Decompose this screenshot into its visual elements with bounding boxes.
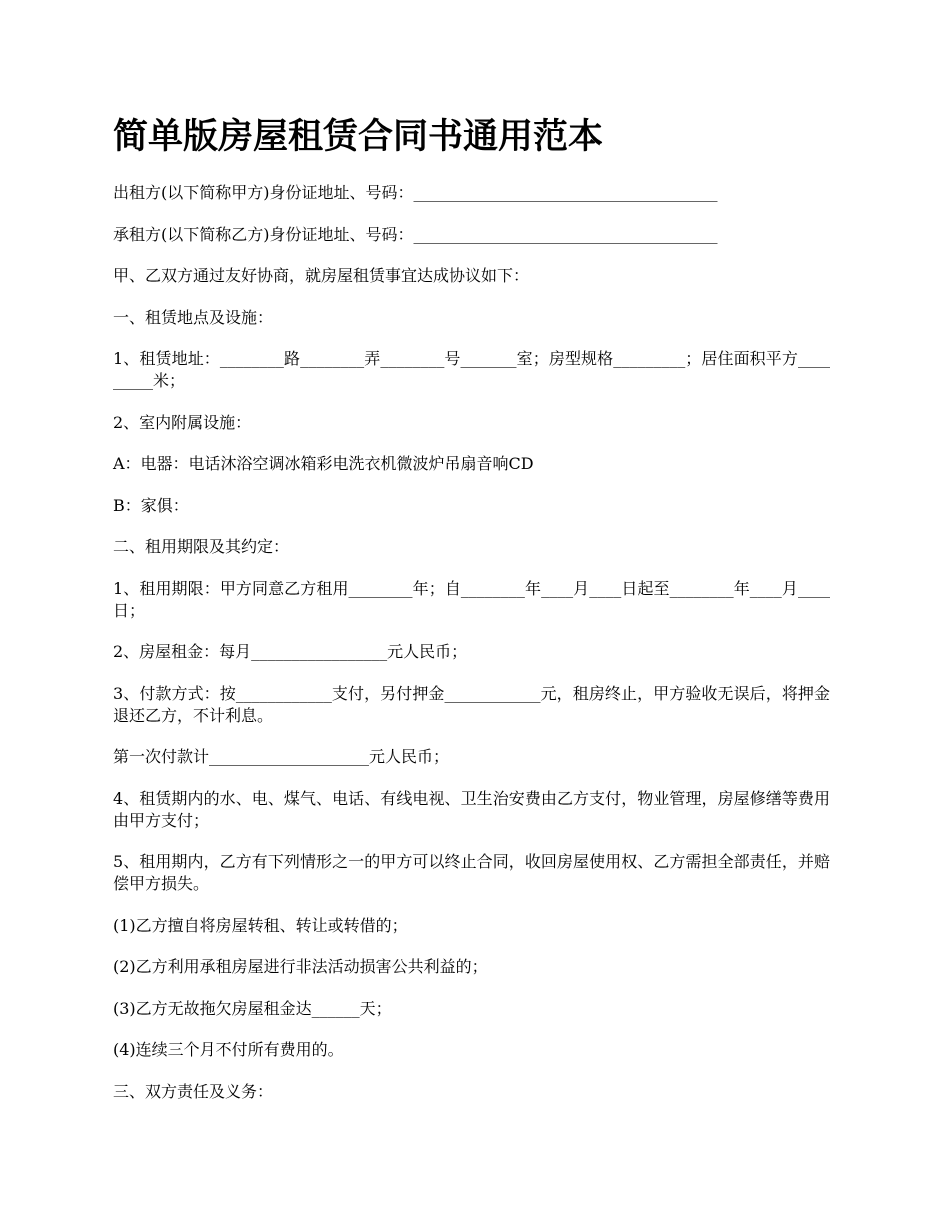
clause-rent: 2、房屋租金：每月_________________元人民币； (113, 642, 468, 661)
document-page (113, 112, 830, 1122)
termination-item-4: (4)连续三个月不付所有费用的。 (113, 1040, 344, 1059)
document-title: 简单版房屋租赁合同书通用范本 (113, 116, 604, 157)
lessee-id-line: 承租方(以下简称乙方)身份证地址、号码：______________________________________ (113, 224, 718, 244)
clause-termination: 5、租用期内，乙方有下列情形之一的甲方可以终止合同，收回房屋使用权、乙方需担全部责任，并赔偿甲方损失。 (113, 852, 830, 893)
clause-payment-method: 3、付款方式：按____________支付，另付押金____________元，租房终止，甲方验收无误后，将押金退还乙方，不计利息。 (113, 683, 830, 725)
clause-utilities: 4、租赁期内的水、电、煤气、电话、有线电视、卫生治安费由乙方支付，物业管理，房屋修缮等费用由甲方支付； (113, 788, 830, 830)
clause-first-payment: 第一次付款计____________________元人民币； (113, 747, 450, 766)
section-heading-location: 一、租赁地点及设施： (113, 307, 274, 327)
clause-address: 1、租赁地址：________路________弄________号_______室；房型规格_________；居住面积平方_________米； (113, 349, 830, 390)
section-heading-responsibilities: 三、双方责任及义务： (113, 1081, 274, 1101)
clause-lease-term: 1、租用期限：甲方同意乙方租用________年；自________年____月____日起至________年____月____日； (113, 578, 830, 620)
termination-item-1: (1)乙方擅自将房屋转租、转让或转借的； (113, 915, 408, 935)
termination-item-3: (3)乙方无故拖欠房屋租金达______天； (113, 998, 392, 1018)
termination-item-2: (2)乙方利用承租房屋进行非法活动损害公共利益的； (113, 957, 488, 976)
clause-facilities: 2、室内附属设施： (113, 412, 252, 432)
lessor-id-line: 出租方(以下简称甲方)身份证地址、号码：______________________________________ (113, 183, 718, 202)
clause-appliances: A：电器：电话沐浴空调冰箱彩电洗衣机微波炉吊扇音响CD (113, 454, 534, 473)
section-heading-term: 二、租用期限及其约定： (113, 537, 290, 556)
clause-furniture: B：家俱： (113, 495, 189, 515)
agreement-intro: 甲、乙双方通过友好协商，就房屋租赁事宜达成协议如下： (113, 266, 530, 285)
